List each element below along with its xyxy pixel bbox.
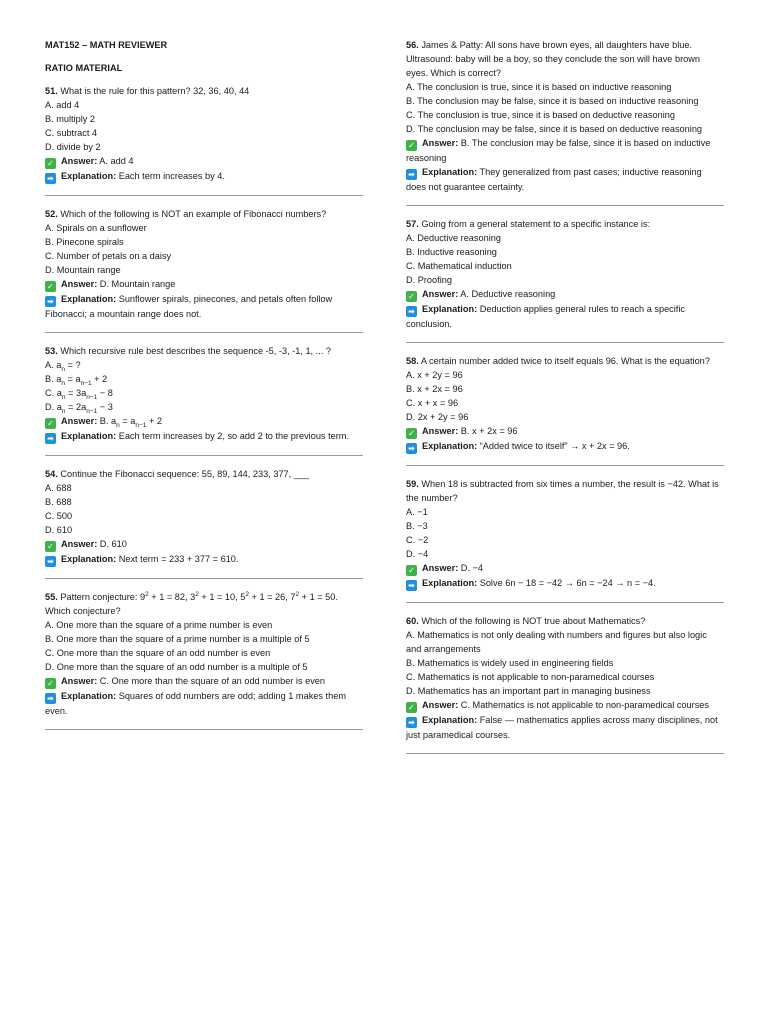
question-53 bbox=[45, 344, 363, 444]
explanation-line bbox=[45, 429, 363, 444]
question-prompt: James & Patty: All sons have brown eyes, all daughters have blue. Ultrasound: baby will be a boy, so they conclude the son will have brown eyes. Which is correct? bbox=[406, 40, 700, 78]
option-a: A. x + 2y = 96 bbox=[406, 370, 463, 380]
explanation-label: Explanation: bbox=[422, 578, 478, 588]
answer-label: Answer: bbox=[61, 676, 98, 686]
explanation-text: Each term increases by 2, so add 2 to the previous term. bbox=[116, 431, 350, 441]
explanation-line bbox=[406, 165, 724, 194]
divider bbox=[45, 578, 363, 579]
question-number: 59. bbox=[406, 479, 419, 489]
question-text bbox=[45, 84, 363, 98]
option-d: D. One more than the square of an odd number is a multiple of 5 bbox=[45, 662, 308, 672]
explanation-label: Explanation: bbox=[61, 171, 117, 181]
question-54 bbox=[45, 467, 363, 567]
option-c: C. The conclusion is true, since it is based on deductive reasoning bbox=[406, 110, 675, 120]
question-55 bbox=[45, 590, 363, 718]
answer-text: A. add 4 bbox=[97, 156, 134, 166]
question-number: 60. bbox=[406, 616, 419, 626]
option-b: B. Inductive reasoning bbox=[406, 247, 497, 257]
question-text bbox=[406, 614, 724, 628]
answer-line bbox=[45, 277, 363, 292]
explanation-text: False — mathematics applies across many disciplines, not just paramedical courses. bbox=[406, 715, 718, 740]
question-number: 52. bbox=[45, 209, 58, 219]
option-d: D. The conclusion may be false, since it is based on deductive reasoning bbox=[406, 124, 703, 134]
question-text bbox=[406, 477, 724, 505]
section-title: RATIO MATERIAL bbox=[45, 63, 123, 73]
divider bbox=[406, 753, 724, 754]
option-a: A. add 4 bbox=[45, 100, 80, 110]
right-arrow-icon: ➡ bbox=[406, 580, 417, 591]
explanation-label: Explanation: bbox=[422, 441, 478, 451]
question-51 bbox=[45, 84, 363, 184]
question-number: 51. bbox=[45, 86, 58, 96]
right-column bbox=[406, 38, 724, 765]
left-column bbox=[45, 38, 363, 741]
question-prompt: What is the rule for this pattern? 32, 36, 40, 44 bbox=[57, 86, 250, 96]
explanation-text: Sunflower spirals, pinecones, and petals often follow Fibonacci; a mountain range does not. bbox=[45, 294, 333, 319]
explanation-line bbox=[406, 302, 724, 331]
answer-text: C. One more than the square of an odd number is even bbox=[97, 676, 326, 686]
explanation-text: Deduction applies general rules to reach a specific conclusion. bbox=[406, 304, 685, 329]
answer-text: D. Mountain range bbox=[97, 279, 176, 289]
check-mark-icon: ✓ bbox=[406, 565, 417, 576]
answer-text: D. 610 bbox=[97, 539, 127, 549]
question-number: 54. bbox=[45, 469, 58, 479]
answer-line: ✓ Answer: B. $a_n = a_{n-1} + 2$ bbox=[45, 414, 363, 429]
question-52 bbox=[45, 207, 363, 321]
answer-line bbox=[406, 136, 724, 165]
option-b: B. Mathematics is widely used in engineering fields bbox=[406, 658, 614, 668]
question-number: 56. bbox=[406, 40, 419, 50]
option-a: A. The conclusion is true, since it is based on inductive reasoning bbox=[406, 82, 672, 92]
explanation-line bbox=[45, 169, 363, 184]
answer-line bbox=[406, 698, 724, 713]
option-a: A. One more than the square of a prime number is even bbox=[45, 620, 273, 630]
answer-line bbox=[406, 287, 724, 302]
explanation-text: Squares of odd numbers are odd; adding 1 makes them even. bbox=[45, 691, 346, 716]
question-57 bbox=[406, 217, 724, 331]
answer-label: Answer: bbox=[61, 279, 98, 289]
option-c: C. −2 bbox=[406, 535, 429, 545]
answer-line bbox=[406, 424, 724, 439]
answer-label: Answer: bbox=[61, 416, 98, 426]
right-arrow-icon: ➡ bbox=[45, 173, 56, 184]
option-d: D. Mountain range bbox=[45, 265, 121, 275]
question-prompt: Which of the following is NOT true about Mathematics? bbox=[418, 616, 646, 626]
divider bbox=[406, 205, 724, 206]
explanation-label: Explanation: bbox=[61, 691, 117, 701]
option-d: D. 610 bbox=[45, 525, 73, 535]
check-mark-icon: ✓ bbox=[406, 291, 417, 302]
question-text bbox=[45, 467, 363, 481]
explanation-label: Explanation: bbox=[61, 294, 117, 304]
right-arrow-icon: ➡ bbox=[406, 306, 417, 317]
answer-text: A. Deductive reasoning bbox=[458, 289, 556, 299]
right-arrow-icon: ➡ bbox=[45, 693, 56, 704]
question-56 bbox=[406, 38, 724, 194]
check-mark-icon: ✓ bbox=[45, 418, 56, 429]
question-prompt: Which of the following is NOT an example of Fibonacci numbers? bbox=[57, 209, 327, 219]
option-c: C. x + x = 96 bbox=[406, 398, 459, 408]
question-text bbox=[406, 217, 724, 231]
question-58 bbox=[406, 354, 724, 454]
explanation-text: They generalized from past cases; inductive reasoning does not guarantee certainty. bbox=[406, 167, 702, 192]
option-d: D. −4 bbox=[406, 549, 429, 559]
answer-label: Answer: bbox=[422, 289, 459, 299]
answer-text: B. x + 2x = 96 bbox=[458, 426, 518, 436]
option-d: D. Mathematics has an important part in managing business bbox=[406, 686, 651, 696]
question-text bbox=[45, 344, 363, 358]
question-prompt: A certain number added twice to itself equals 96. What is the equation? bbox=[418, 356, 710, 366]
check-mark-icon: ✓ bbox=[45, 158, 56, 169]
explanation-line bbox=[406, 576, 724, 591]
option-b: B. x + 2x = 96 bbox=[406, 384, 463, 394]
question-59 bbox=[406, 477, 724, 591]
answer-line bbox=[406, 561, 724, 576]
answer-label: Answer: bbox=[422, 700, 459, 710]
check-mark-icon: ✓ bbox=[406, 702, 417, 713]
option-a: A. Mathematics is not only dealing with numbers and figures but also logic and arrangements bbox=[406, 630, 707, 654]
check-mark-icon: ✓ bbox=[45, 678, 56, 689]
explanation-line bbox=[45, 689, 363, 718]
right-arrow-icon: ➡ bbox=[406, 717, 417, 728]
answer-text: B. The conclusion may be false, since it is based on inductive reasoning bbox=[406, 138, 711, 163]
option-d: D. 2x + 2y = 96 bbox=[406, 412, 469, 422]
answer-text: B. a bbox=[97, 416, 117, 426]
question-60 bbox=[406, 614, 724, 742]
option-b: B. 688 bbox=[45, 497, 72, 507]
explanation-label: Explanation: bbox=[61, 431, 117, 441]
answer-label: Answer: bbox=[422, 426, 459, 436]
right-arrow-icon: ➡ bbox=[45, 296, 56, 307]
option-c: C. 500 bbox=[45, 511, 73, 521]
answer-label: Answer: bbox=[422, 138, 459, 148]
explanation-label: Explanation: bbox=[422, 304, 478, 314]
option-d: D. divide by 2 bbox=[45, 142, 101, 152]
answer-label: Answer: bbox=[422, 563, 459, 573]
question-prompt: Which recursive rule best describes the sequence -5, -3, -1, 1, ... ? bbox=[57, 346, 331, 356]
option-c: C. Mathematics is not applicable to non-paramedical courses bbox=[406, 672, 655, 682]
option-b: B. The conclusion may be false, since it is based on inductive reasoning bbox=[406, 96, 699, 106]
question-text bbox=[406, 354, 724, 368]
check-mark-icon: ✓ bbox=[406, 428, 417, 439]
divider bbox=[45, 455, 363, 456]
divider bbox=[45, 332, 363, 333]
question-prompt: Going from a general statement to a specific instance is: bbox=[418, 219, 651, 229]
explanation-line bbox=[45, 552, 363, 567]
option-a: A. 688 bbox=[45, 483, 72, 493]
option-b: B. multiply 2 bbox=[45, 114, 96, 124]
option-a: A. Spirals on a sunflower bbox=[45, 223, 147, 233]
divider bbox=[406, 465, 724, 466]
answer-line bbox=[45, 674, 363, 689]
right-arrow-icon: ➡ bbox=[45, 556, 56, 567]
document-title: MAT152 – MATH REVIEWER bbox=[45, 40, 168, 50]
question-text bbox=[45, 207, 363, 221]
explanation-label: Explanation: bbox=[61, 554, 117, 564]
answer-text: C. Mathematics is not applicable to non-paramedical courses bbox=[458, 700, 709, 710]
answer-label: Answer: bbox=[61, 539, 98, 549]
divider bbox=[406, 342, 724, 343]
explanation-label: Explanation: bbox=[422, 715, 478, 725]
question-text: 55. Pattern conjecture: $9^2 + 1 = 82$, $3^2 + 1 = 10$, $5^2 + 1 = 26$, $7^2 + 1 = 50$. Which conjecture? bbox=[45, 590, 338, 616]
option-c: C. One more than the square of an odd number is even bbox=[45, 648, 271, 658]
question-text bbox=[406, 38, 724, 80]
check-mark-icon: ✓ bbox=[45, 281, 56, 292]
option-d: D. Proofing bbox=[406, 275, 452, 285]
option-b: B. $a_n = a_{n-1} + 2$ bbox=[45, 374, 108, 387]
explanation-line bbox=[406, 439, 724, 454]
option-b: B. −3 bbox=[406, 521, 428, 531]
divider bbox=[406, 602, 724, 603]
divider bbox=[45, 729, 363, 730]
question-prompt: When 18 is subtracted from six times a number, the result is −42. What is the number? bbox=[406, 479, 719, 503]
check-mark-icon: ✓ bbox=[45, 541, 56, 552]
explanation-text: Each term increases by 4. bbox=[116, 171, 225, 181]
option-c: C. Number of petals on a daisy bbox=[45, 251, 172, 261]
option-d: D. $a_n = 2a_{n-1} - 3$ bbox=[45, 402, 113, 415]
answer-label: Answer: bbox=[61, 156, 98, 166]
explanation-line bbox=[406, 713, 724, 742]
answer-line bbox=[45, 154, 363, 169]
answer-line bbox=[45, 537, 363, 552]
explanation-text: Solve 6n − 18 = −42 → 6n = −24 → n = −4. bbox=[477, 578, 656, 588]
question-number: 55. bbox=[45, 592, 58, 602]
question-number: 57. bbox=[406, 219, 419, 229]
option-c: C. subtract 4 bbox=[45, 128, 98, 138]
divider bbox=[45, 195, 363, 196]
option-b: B. One more than the square of a prime number is a multiple of 5 bbox=[45, 634, 310, 644]
option-a: A. $a_n$ = ? bbox=[45, 360, 81, 373]
option-c: C. Mathematical induction bbox=[406, 261, 512, 271]
option-a: A. Deductive reasoning bbox=[406, 233, 501, 243]
question-number: 53. bbox=[45, 346, 58, 356]
question-number: 58. bbox=[406, 356, 419, 366]
explanation-label: Explanation: bbox=[422, 167, 478, 177]
check-mark-icon: ✓ bbox=[406, 140, 417, 151]
explanation-text: Next term = 233 + 377 = 610. bbox=[116, 554, 239, 564]
right-arrow-icon: ➡ bbox=[45, 433, 56, 444]
option-a: A. −1 bbox=[406, 507, 428, 517]
explanation-line bbox=[45, 292, 363, 321]
right-arrow-icon: ➡ bbox=[406, 169, 417, 180]
question-prompt: Continue the Fibonacci sequence: 55, 89, 144, 233, 377, ___ bbox=[57, 469, 310, 479]
right-arrow-icon: ➡ bbox=[406, 443, 417, 454]
option-b: B. Pinecone spirals bbox=[45, 237, 124, 247]
option-c: C. $a_n = 3a_{n-1} - 8$ bbox=[45, 388, 113, 401]
explanation-text: “Added twice to itself” → x + 2x = 96. bbox=[477, 441, 630, 451]
answer-text: D. −4 bbox=[458, 563, 484, 573]
